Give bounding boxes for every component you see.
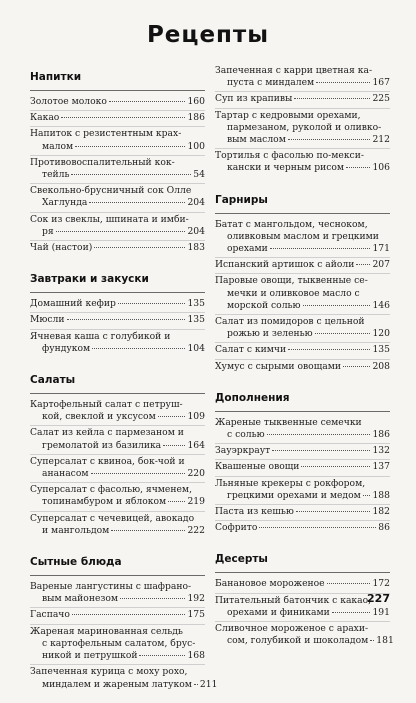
entry-row <box>215 77 390 89</box>
entry-row <box>215 635 394 647</box>
entry-title-line: малом <box>42 140 74 152</box>
entry-title-line: Хаглунда <box>42 197 88 209</box>
index-entry <box>30 241 205 256</box>
entry-title-line: Паровые овощи, тыквенные се- <box>215 275 368 287</box>
dot-leader <box>288 139 371 140</box>
index-entry <box>30 297 205 313</box>
entry-page-number: 167 <box>372 77 390 89</box>
index-section-напитки <box>30 64 205 256</box>
entry-row <box>215 445 390 457</box>
entry-page-number: 172 <box>372 578 390 590</box>
entry-title-line: оливковым маслом и грецкими <box>227 230 379 242</box>
index-section-сытные-блюда <box>30 549 218 693</box>
entry-row <box>215 134 390 146</box>
entry-row <box>30 650 205 662</box>
entry-title-line: Софрито <box>215 522 258 534</box>
dot-leader <box>163 445 185 446</box>
dot-leader <box>272 450 370 451</box>
dot-leader <box>194 684 198 685</box>
section-title: Гарниры <box>215 193 268 206</box>
page-number: 227 <box>367 592 390 605</box>
section-header <box>30 64 205 91</box>
entry-row <box>215 461 390 473</box>
entry-page-number: 188 <box>372 489 390 501</box>
dot-leader <box>91 473 186 474</box>
entry-row <box>215 162 390 174</box>
index-section-десерты <box>215 546 394 649</box>
entry-row <box>215 361 390 373</box>
entry-title-line: Запеченная курица с моху рохо, <box>30 666 188 678</box>
index-entry <box>215 258 390 274</box>
dot-leader <box>363 495 371 496</box>
entry-title-line: вым маслом <box>227 134 286 146</box>
dot-leader <box>332 612 371 613</box>
index-entry <box>30 625 205 666</box>
entry-title-line: Хумус с сырыми овощами <box>215 360 341 372</box>
entry-title-line: с картофельным салатом, брус- <box>42 637 196 649</box>
entry-page-number: 182 <box>372 506 390 518</box>
entry-row <box>215 490 390 502</box>
entry-title-line: орехами и финиками <box>227 606 330 618</box>
dot-leader <box>89 202 185 203</box>
index-entry <box>215 577 390 593</box>
entry-page-number: 208 <box>372 360 390 372</box>
entry-page-number: 146 <box>372 299 390 311</box>
entry-title-line: Тартар с кедровыми орехами, <box>215 109 361 121</box>
entry-row <box>30 468 205 480</box>
entry-row <box>215 328 390 340</box>
dot-leader <box>356 264 370 265</box>
index-entry <box>215 521 390 536</box>
entry-title-line: рожью и зеленью <box>227 328 313 340</box>
index-section-continued <box>215 64 390 177</box>
entry-row <box>30 197 205 209</box>
entry-title-line: Питательный батончик с какао, <box>215 594 372 606</box>
entry-row <box>30 242 205 254</box>
dot-leader <box>71 174 191 175</box>
dot-leader <box>267 434 371 435</box>
index-column-right <box>215 64 394 660</box>
dot-leader <box>294 98 370 99</box>
index-entry <box>215 274 390 315</box>
entry-page-number: 225 <box>372 93 390 105</box>
entry-page-number: 164 <box>187 439 205 451</box>
index-column-left <box>30 64 218 703</box>
dot-leader <box>316 82 370 83</box>
entry-row <box>215 578 390 590</box>
entry-row <box>215 243 390 255</box>
index-entry <box>30 426 205 454</box>
entry-title-line: пармезаном, руколой и оливко- <box>227 121 382 133</box>
index-entry <box>215 92 390 108</box>
index-entry <box>215 64 390 92</box>
dot-leader <box>288 349 370 350</box>
entry-title-line: Гаспачо <box>30 609 70 621</box>
entry-title-line: Паста из кешью <box>215 506 294 518</box>
entry-title-line: Чай (настои) <box>30 242 93 254</box>
entry-title-line: фундуком <box>42 342 91 354</box>
entry-page-number: 132 <box>372 445 390 457</box>
entry-row <box>30 112 205 124</box>
section-title: Десерты <box>215 553 268 566</box>
section-title: Салаты <box>30 374 76 387</box>
entry-row <box>215 259 390 271</box>
entry-title-line: сом, голубикой и шоколадом <box>227 635 369 647</box>
index-entry <box>215 218 390 259</box>
dot-leader <box>158 416 186 417</box>
index-entry <box>30 580 205 608</box>
index-entry <box>30 184 205 212</box>
dot-leader <box>315 333 371 334</box>
entry-page-number: 137 <box>372 461 390 473</box>
index-entry <box>215 444 390 460</box>
entry-title-line: Батат с мангольдом, чесноком, <box>215 218 368 230</box>
entry-title-line: миндалем и жареным латуком <box>42 678 192 690</box>
entry-title-line: Салат из помидоров с цельной <box>215 316 365 328</box>
entry-page-number: 191 <box>372 606 390 618</box>
entry-page-number: 135 <box>187 298 205 310</box>
entry-title-line: ананасом <box>42 468 89 480</box>
entry-title-line: кански и черным рисом <box>227 162 345 174</box>
entry-row <box>215 429 390 441</box>
dot-leader <box>72 614 186 615</box>
entry-title-line: пуста с миндалем <box>227 77 315 89</box>
dot-leader <box>111 530 185 531</box>
entry-row <box>30 169 205 181</box>
section-title: Напитки <box>30 71 82 83</box>
dot-leader <box>118 303 186 304</box>
entry-title-line: ря <box>42 225 54 237</box>
index-entry <box>30 156 205 184</box>
entry-page-number: 204 <box>187 225 205 237</box>
section-header <box>30 367 205 394</box>
entry-page-number: 220 <box>187 468 205 480</box>
entry-row <box>30 343 205 355</box>
dot-leader <box>301 466 370 467</box>
entry-row <box>30 411 205 423</box>
entry-row <box>30 525 205 537</box>
entry-title-line: орехами <box>227 243 268 255</box>
entry-title-line: Квашеные овощи <box>215 461 300 473</box>
entry-title-line: мечки и оливковое масло с <box>227 287 360 299</box>
section-title: Сытные блюда <box>30 556 122 569</box>
entry-title-line: Какао <box>30 112 60 124</box>
entry-title-line: Испанский артишок с айоли <box>215 259 355 271</box>
dot-leader <box>370 640 374 641</box>
entry-title-line: Банановое мороженое <box>215 578 325 590</box>
entry-title-line: Суперсалат с квиноа, бок-чой и <box>30 455 185 467</box>
entry-title-line: Суп из крапивы <box>215 93 293 105</box>
section-header <box>30 549 205 576</box>
entry-page-number: 168 <box>187 650 205 662</box>
entry-row <box>30 440 205 452</box>
index-entry <box>215 343 390 359</box>
entry-page-number: 109 <box>187 411 205 423</box>
entry-title-line: тейль <box>42 169 70 181</box>
entry-title-line: Картофельный салат с петруш- <box>30 399 183 411</box>
index-section-гарниры <box>215 187 390 375</box>
entry-page-number: 222 <box>187 524 205 536</box>
index-section-дополнения <box>215 385 390 537</box>
section-header <box>215 187 390 214</box>
entry-row <box>30 314 205 326</box>
section-title: Дополнения <box>215 391 290 404</box>
index-entry <box>215 594 390 622</box>
page-title: Рецепты <box>146 22 270 48</box>
entry-row <box>30 496 205 508</box>
entry-page-number: 135 <box>372 344 390 356</box>
entry-title-line: топинамбуром и яблоком <box>42 496 167 508</box>
entry-page-number: 86 <box>378 522 390 534</box>
entry-page-number: 183 <box>187 242 205 254</box>
dot-leader <box>75 146 185 147</box>
entry-page-number: 54 <box>193 169 205 181</box>
entry-title-line: Салат с кимчи <box>215 344 287 356</box>
entry-page-number: 186 <box>372 429 390 441</box>
entry-page-number: 175 <box>187 609 205 621</box>
entry-row <box>30 609 205 621</box>
entry-title-line: кой, свеклой и уксусом <box>42 411 156 423</box>
entry-title-line: Свекольно-брусничный сок Олле <box>30 185 192 197</box>
index-entry <box>30 330 205 357</box>
dot-leader <box>94 247 185 248</box>
index-entry <box>30 455 205 483</box>
entry-title-line: Суперсалат с чечевицей, авокадо <box>30 512 195 524</box>
entry-title-line: Мюсли <box>30 314 65 326</box>
section-header <box>30 266 205 293</box>
dot-leader <box>61 117 185 118</box>
entry-title-line: и мангольдом <box>42 524 110 536</box>
entry-title-line: Суперсалат с фасолью, ячменем, <box>30 484 192 496</box>
dot-leader <box>120 598 185 599</box>
index-entry <box>215 460 390 476</box>
entry-title-line: Запеченная с карри цветная ка- <box>215 65 373 76</box>
index-section-завтраки-и-закуски <box>30 266 205 357</box>
index-entry <box>30 665 218 692</box>
index-entry <box>215 149 390 176</box>
entry-page-number: 212 <box>372 134 390 146</box>
entry-page-number: 204 <box>187 197 205 209</box>
entry-page-number: 181 <box>376 635 394 647</box>
entry-page-number: 219 <box>187 496 205 508</box>
index-entry <box>30 313 205 329</box>
index-entry <box>215 315 390 343</box>
dot-leader <box>343 366 370 367</box>
index-entry <box>30 608 205 624</box>
entry-title-line: Ячневая каша с голубикой и <box>30 330 171 342</box>
entry-title-line: никой и петрушкой <box>42 650 138 662</box>
entry-page-number: 171 <box>372 243 390 255</box>
entry-row <box>30 678 218 691</box>
entry-title-line: Вареные лангустины с шафрано- <box>30 581 192 593</box>
dot-leader <box>92 348 185 349</box>
entry-row <box>30 141 205 153</box>
entry-page-number: 104 <box>187 342 205 354</box>
section-header <box>215 546 390 573</box>
entry-title-line: Домашний кефир <box>30 298 116 310</box>
entry-title-line: гремолатой из базилика <box>42 439 162 451</box>
entry-title-line: Сливочное мороженое с арахи- <box>215 623 369 635</box>
index-entry <box>215 477 390 505</box>
entry-row <box>215 522 390 534</box>
index-entry <box>215 109 390 150</box>
entry-title-line: вым майонезом <box>42 593 119 605</box>
entry-title-line: Сок из свеклы, шпината и имби- <box>30 213 189 225</box>
index-entry <box>30 127 205 155</box>
index-entry <box>30 483 205 511</box>
dot-leader <box>168 501 185 502</box>
entry-row <box>30 226 205 238</box>
entry-row <box>215 300 390 312</box>
index-entry <box>30 213 205 241</box>
entry-title-line: Тортилья с фасолью по-мекси- <box>215 150 364 162</box>
entry-row <box>215 506 390 518</box>
entry-page-number: 211 <box>199 678 218 690</box>
entry-title-line: Золотое молоко <box>30 96 107 107</box>
entry-title-line: грецкими орехами и медом <box>227 489 361 501</box>
entry-page-number: 100 <box>187 140 205 152</box>
section-header <box>215 385 390 412</box>
entry-title-line: Противовоспалительный кок- <box>30 156 175 168</box>
entry-row <box>30 298 205 310</box>
entry-row <box>215 344 390 356</box>
entry-title-line: Напиток с резистентным крах- <box>30 128 182 140</box>
entry-row <box>215 607 390 619</box>
dot-leader <box>56 231 186 232</box>
dot-leader <box>346 167 370 168</box>
dot-leader <box>303 305 371 306</box>
entry-page-number: 186 <box>187 112 205 124</box>
entry-title-line: Жареные тыквенные семечки <box>215 416 362 428</box>
index-entry <box>215 360 390 375</box>
index-entry <box>30 111 205 127</box>
index-section-салаты <box>30 367 205 539</box>
dot-leader <box>139 655 185 656</box>
dot-leader <box>270 248 371 249</box>
entry-row <box>30 96 205 108</box>
entry-page-number: 192 <box>187 593 205 605</box>
section-title: Завтраки и закуски <box>30 273 149 286</box>
entry-title-line: Салат из кейла с пармезаном и <box>30 427 184 439</box>
entry-title-line: Жареная маринованная сельдь <box>30 625 183 637</box>
entry-page-number: 207 <box>372 259 390 271</box>
dot-leader <box>296 511 371 512</box>
entry-page-number: 120 <box>372 328 390 340</box>
dot-leader <box>109 101 186 102</box>
index-entry <box>215 505 390 521</box>
entry-title-line: морской солью <box>227 299 301 311</box>
entry-title-line: Зауэркраут <box>215 445 271 457</box>
entry-title-line: Льняные крекеры с рокфором, <box>215 477 366 489</box>
entry-page-number: 106 <box>372 162 390 174</box>
entry-page-number: 160 <box>187 96 205 107</box>
index-entry <box>30 512 205 539</box>
index-entry <box>215 622 394 649</box>
entry-page-number: 135 <box>187 314 205 326</box>
index-entry <box>30 95 205 111</box>
dot-leader <box>327 583 371 584</box>
index-entry <box>30 398 205 426</box>
dot-leader <box>259 527 376 528</box>
entry-title-line: с солью <box>227 429 265 441</box>
entry-row <box>215 93 390 105</box>
index-entry <box>215 416 390 444</box>
dot-leader <box>67 319 186 320</box>
entry-row <box>30 593 205 605</box>
